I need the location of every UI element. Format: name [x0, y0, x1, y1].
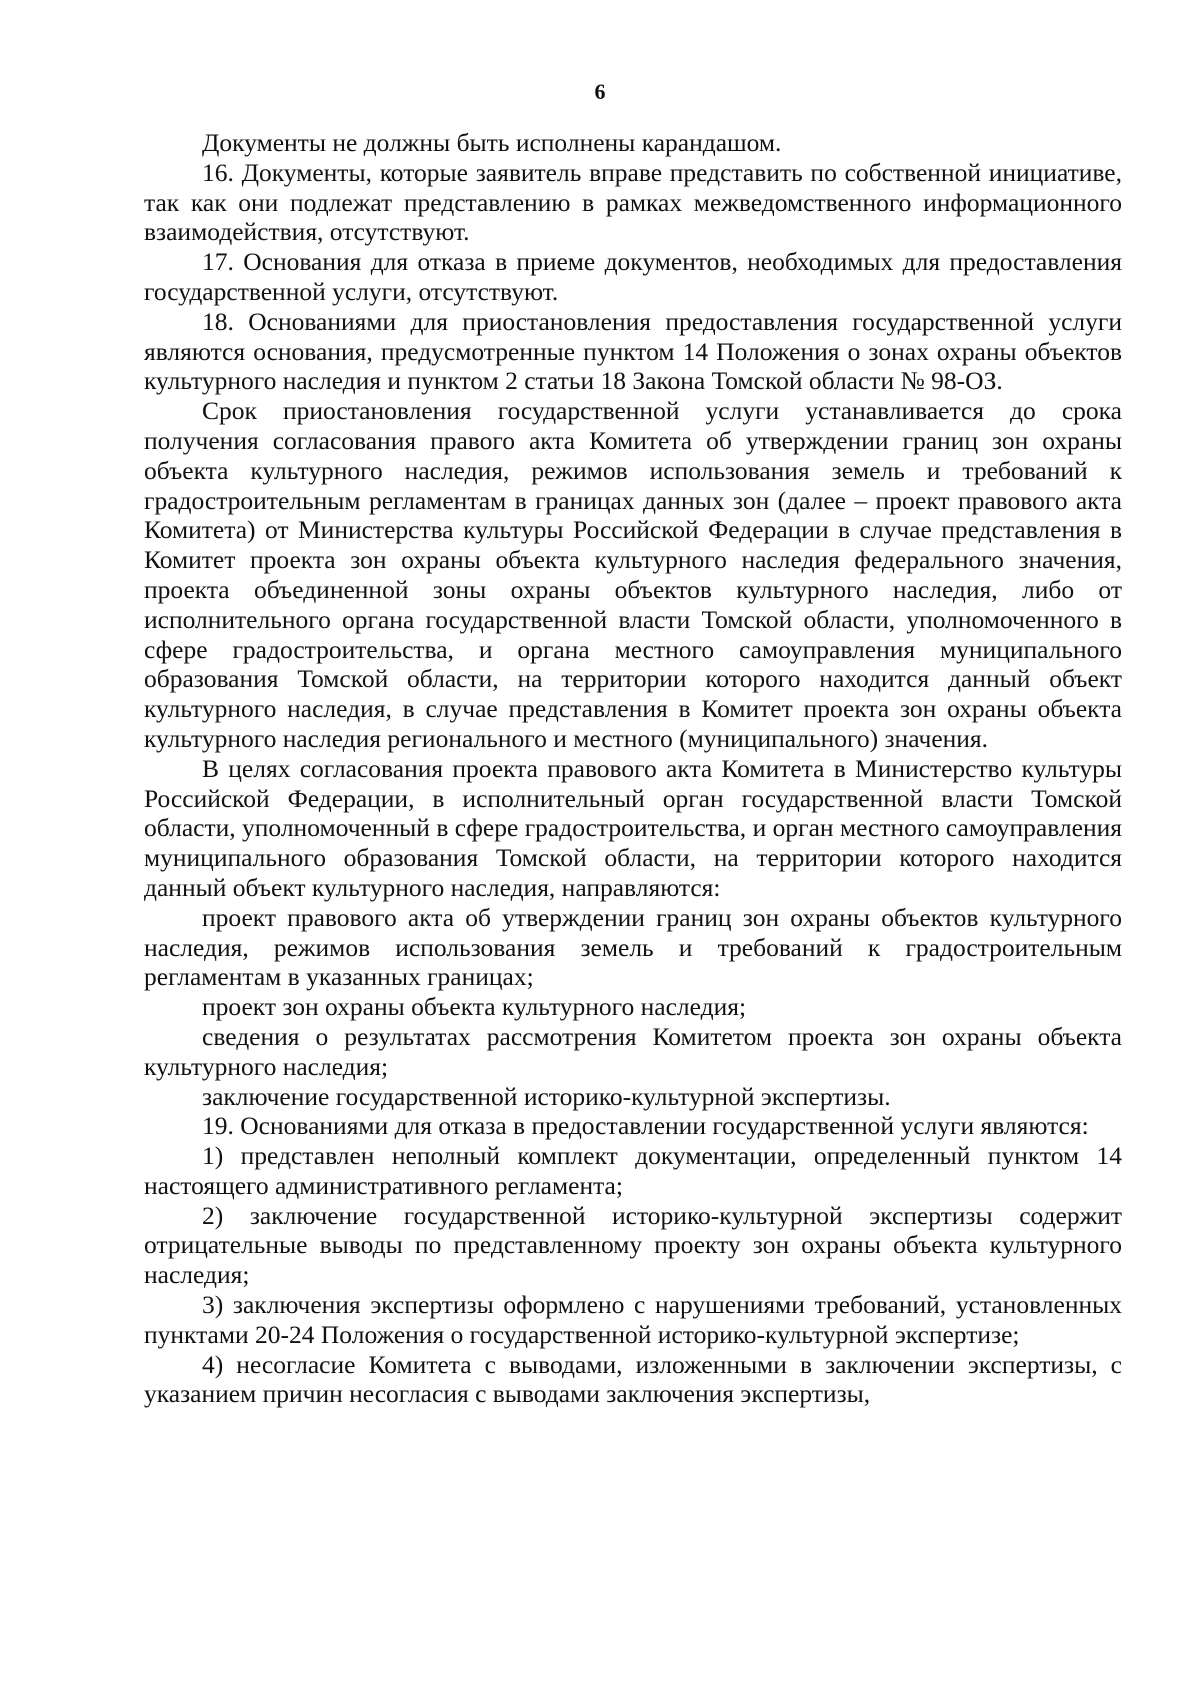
paragraph: 1) представлен неполный комплект документации, определенный пунктом 14 настоящего административного регламента; [144, 1141, 1122, 1200]
paragraph: заключение государственной историко-культурной экспертизы. [202, 1081, 891, 1111]
paragraph: 18. Основаниями для приостановления предоставления государственной услуги являются основания, предусмотренные пунктом 14 Положения о зонах охраны объектов культурного наследия и пунктом 2 статьи 18 Закона Томской области № 98-ОЗ. [144, 306, 1122, 396]
paragraph: 19. Основаниями для отказа в предоставлении государственной услуги являются: [202, 1111, 1089, 1141]
page-number: 6 [594, 79, 606, 104]
paragraph: проект зон охраны объекта культурного наследия; [202, 992, 747, 1022]
paragraph: Срок приостановления государственной услуги устанавливается до срока получения согласования правого акта Комитета об утверждении границ зон охраны объекта культурного наследия, режимов использования земель и требований к градостроительным регламентам в границах данных зон (далее – проект правового акта Комитета) от Министерства культуры Российской Федерации в случае представления в Комитет проекта зон охраны объекта культурного наследия федерального значения, проекта объединенной зоны охраны объектов культурного наследия, либо от исполнительного органа государственной власти Томской области, уполномоченного в сфере градостроительства, и органа местного самоуправления муниципального образования Томской области, на территории которого находится данный объект культурного наследия, в случае представления в Комитет проекта зон охраны объекта культурного наследия регионального и местного (муниципального) значения. [144, 396, 1122, 753]
paragraph: 16. Документы, которые заявитель вправе представить по собственной инициативе, так как они подлежат представлению в рамках межведомственного информационного взаимодействия, отсутствуют. [144, 157, 1122, 247]
paragraph: сведения о результатах рассмотрения Комитетом проекта зон охраны объекта культурного наследия; [144, 1021, 1122, 1081]
paragraph: Документы не должны быть исполнены карандашом. [202, 128, 782, 157]
paragraph: проект правового акта об утверждении границ зон охраны объектов культурного наследия, режимов использования земель и требований к градостроительным регламентам в указанных границах; [144, 902, 1122, 992]
paragraph: 17. Основания для отказа в приеме документов, необходимых для предоставления государственной услуги, отсутствуют. [144, 247, 1122, 306]
paragraph: В целях согласования проекта правового акта Комитета в Министерство культуры Российской Федерации, в исполнительный орган государственной власти Томской области, уполномоченный в сфере градостроительства, и орган местного самоуправления муниципального образования Томской области, на территории которого находится данный объект культурного наследия, направляются: [144, 753, 1122, 902]
paragraph: 2) заключение государственной историко-культурной экспертизы содержит отрицательные выводы по представленному проекту зон охраны объекта культурного наследия; [144, 1200, 1122, 1290]
paragraph: 3) заключения экспертизы оформлено с нарушениями требований, установленных пунктами 20-24 Положения о государственной историко-культурной экспертизе; [144, 1290, 1122, 1349]
document-body [144, 128, 1122, 1409]
paragraph: 4) несогласие Комитета с выводами, изложенными в заключении экспертизы, с указанием причин несогласия с выводами заключения экспертизы, [144, 1349, 1122, 1409]
